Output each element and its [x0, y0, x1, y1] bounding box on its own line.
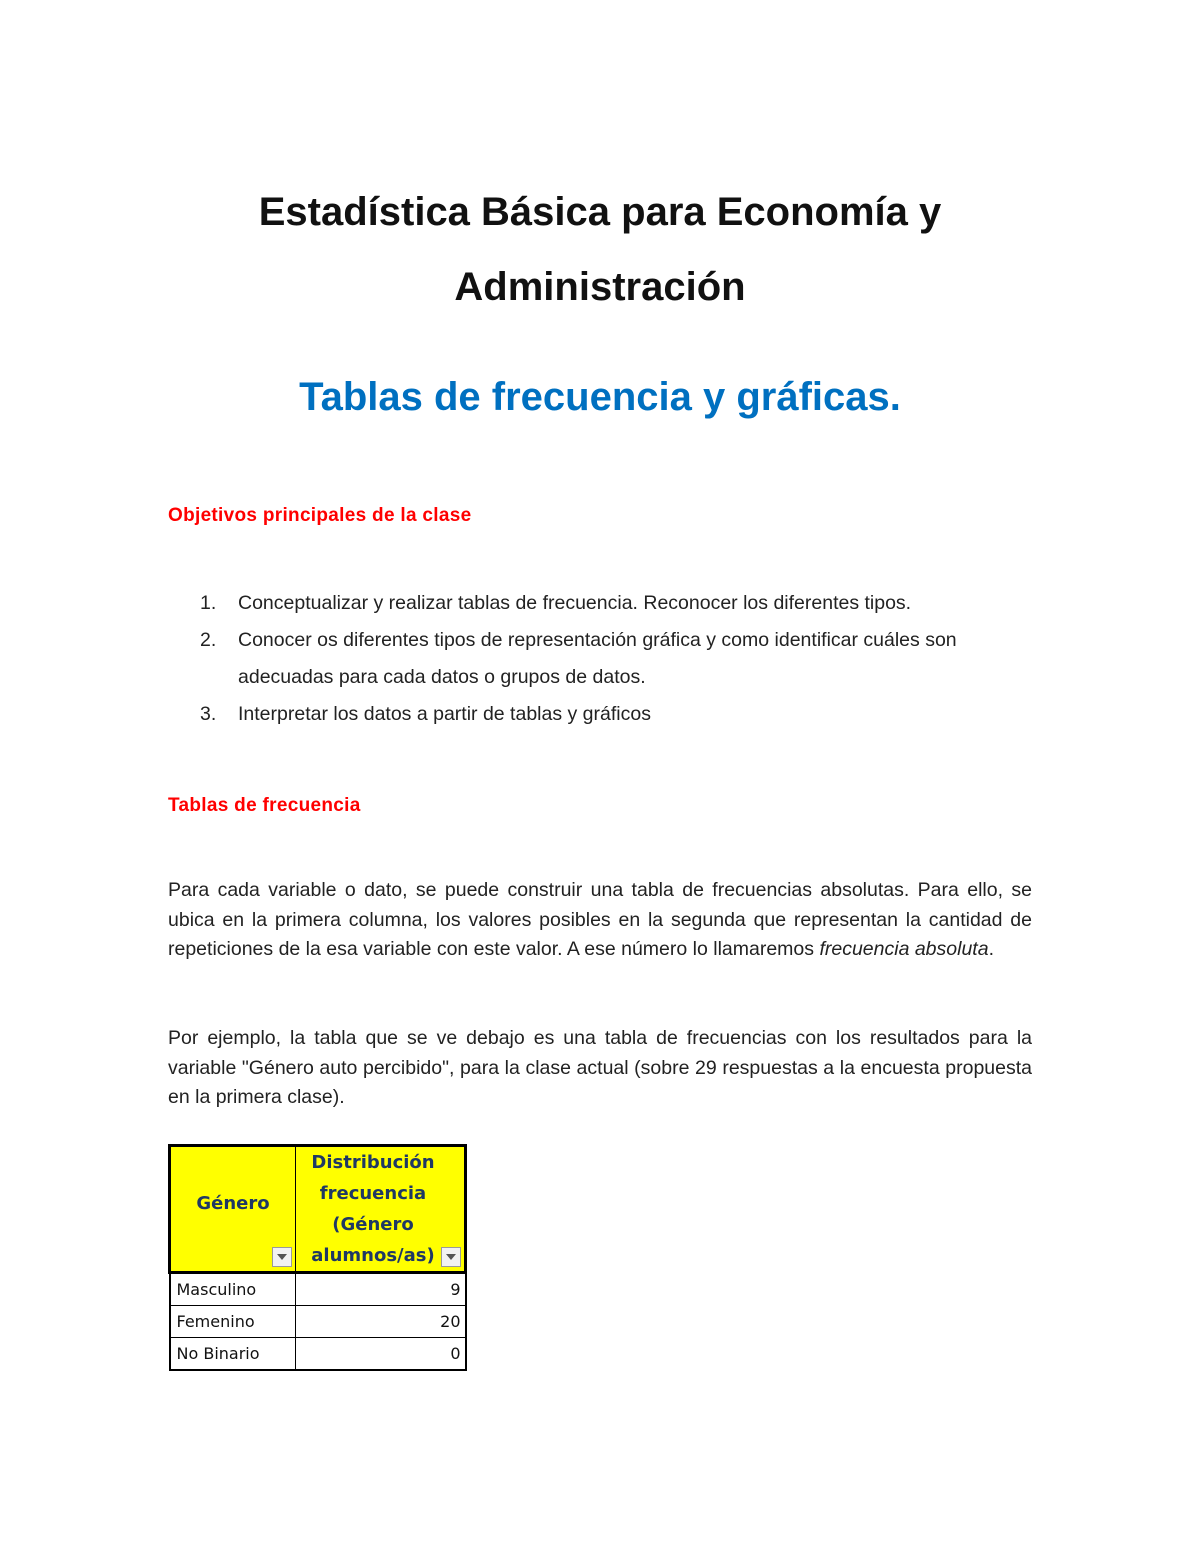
objectives-heading: Objetivos principales de la clase: [168, 505, 472, 526]
paragraph-text: Para cada variable o dato, se puede construir una tabla de frecuencias absolutas. Para ello, se ubica en la primera columna, los valores posibles en la segunda que representan la cantidad de repeticiones de la esa variable con este valor. A ese número lo llamaremos: [168, 879, 1032, 960]
row-value: 9: [296, 1273, 466, 1306]
objective-number: 3.: [200, 703, 217, 725]
row-category: No Binario: [170, 1338, 296, 1371]
objective-text: Conceptualizar y realizar tablas de frecuencia. Reconocer los diferentes tipos.: [238, 592, 912, 614]
objectives-list: [168, 585, 1038, 733]
objective-text: Interpretar los datos a partir de tablas y gráficos: [238, 703, 651, 725]
table-row: [170, 1273, 466, 1306]
paragraph-end: .: [988, 938, 994, 960]
document-subtitle: Tablas de frecuencia y gráficas.: [299, 375, 901, 419]
header-distribucion-label: Distribución frecuencia (Género alumnos/as): [311, 1152, 435, 1266]
frequency-paragraph-2: Por ejemplo, la tabla que se ve debajo es una tabla de frecuencias con los resultados para la variable "Género auto percibido", para la clase actual (sobre 29 respuestas a la encuesta propuesta en la primera clase).: [168, 1027, 1032, 1108]
document-title-line2: Administración: [454, 265, 746, 309]
objective-number: 1.: [200, 592, 217, 614]
header-genero: [170, 1146, 296, 1273]
objective-number: 2.: [200, 629, 217, 651]
objective-item: [168, 622, 1038, 696]
frequency-table: [168, 1144, 467, 1371]
filter-dropdown-icon[interactable]: [272, 1247, 292, 1267]
objective-item: [168, 696, 1038, 733]
term-frecuencia-absoluta: frecuencia absoluta: [819, 938, 989, 960]
filter-dropdown-icon[interactable]: [441, 1247, 461, 1267]
row-category: Femenino: [170, 1306, 296, 1338]
header-genero-label: Género: [196, 1192, 270, 1214]
objective-text: Conocer os diferentes tipos de representación gráfica y como identificar cuáles son adecuadas para cada datos o grupos de datos.: [238, 629, 957, 688]
row-value: 20: [296, 1306, 466, 1338]
document-title-line1: Estadística Básica para Economía y: [258, 190, 942, 234]
row-value: 0: [296, 1338, 466, 1371]
frequency-paragraph-1: [168, 876, 1032, 965]
row-category: Masculino: [170, 1273, 296, 1306]
objective-item: [168, 585, 1038, 622]
frequency-heading: Tablas de frecuencia: [168, 795, 361, 816]
table-row: [170, 1338, 466, 1371]
header-distribucion: [296, 1146, 466, 1273]
table-row: [170, 1306, 466, 1338]
